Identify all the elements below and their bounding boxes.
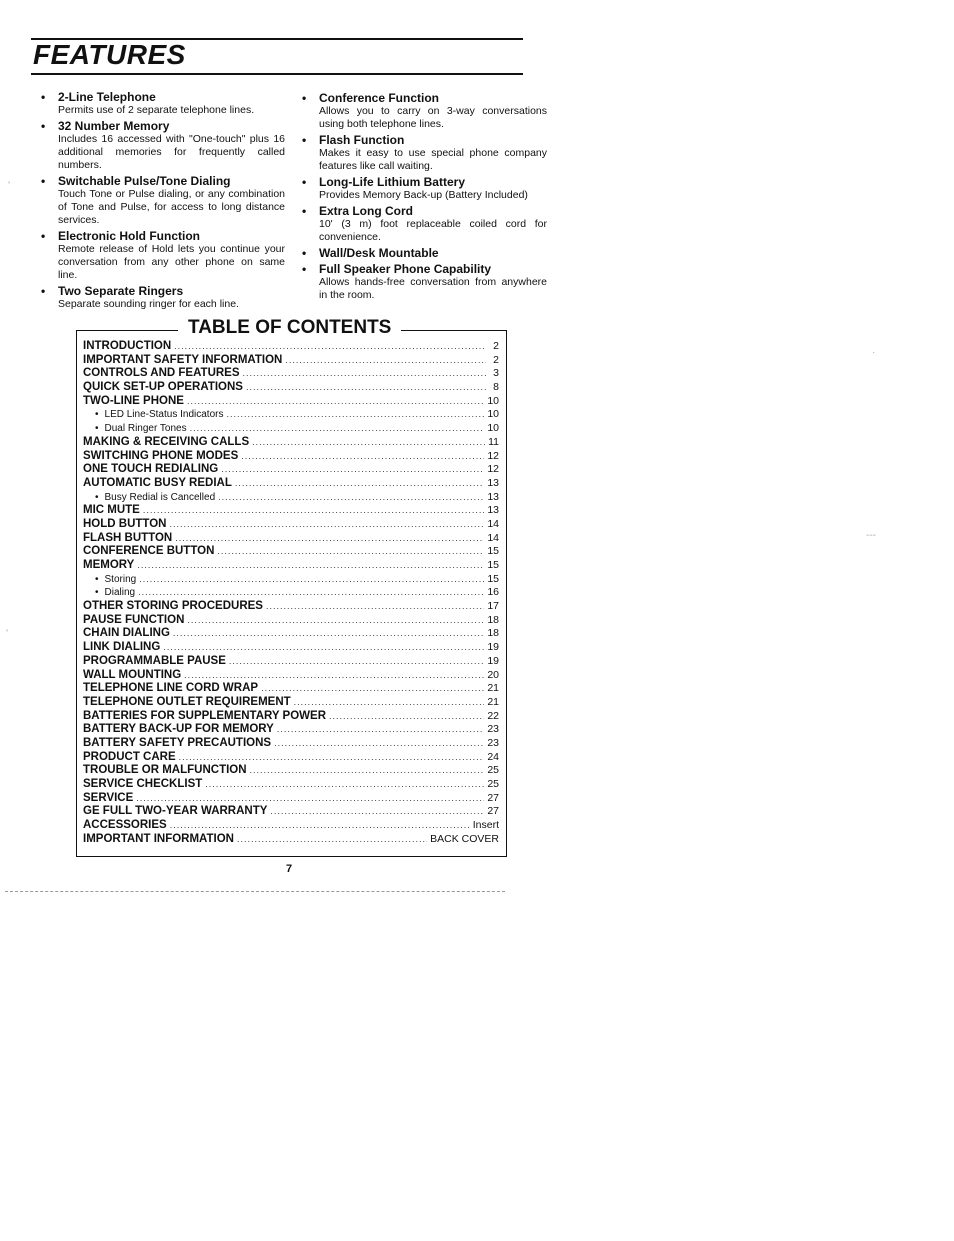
feature-name: Flash Function bbox=[319, 133, 405, 147]
toc-dot-leader bbox=[266, 600, 484, 614]
feature-item bbox=[38, 90, 285, 117]
toc-entry bbox=[83, 805, 499, 819]
toc-page-number: Insert bbox=[472, 819, 499, 832]
toc-dot-leader bbox=[237, 833, 427, 847]
toc-dot-leader bbox=[136, 792, 484, 806]
feature-item bbox=[38, 229, 285, 282]
toc-page-number: 14 bbox=[487, 531, 499, 544]
toc-page-number: 20 bbox=[487, 668, 499, 681]
toc-page-number: 27 bbox=[487, 791, 499, 804]
toc-title: TABLE OF CONTENTS bbox=[178, 316, 401, 340]
toc-dot-leader bbox=[187, 395, 484, 409]
toc-entry bbox=[83, 669, 499, 683]
feature-description: Makes it easy to use special phone company features like call waiting. bbox=[319, 147, 547, 172]
toc-entry bbox=[83, 477, 499, 491]
toc-entry-label: Dialing bbox=[104, 587, 136, 599]
toc-subentry bbox=[83, 586, 499, 600]
toc-page-number: 3 bbox=[493, 367, 499, 380]
toc-entry-label: INTRODUCTION bbox=[83, 340, 172, 352]
feature-name: 32 Number Memory bbox=[58, 119, 170, 133]
feature-description: Allows you to carry on 3-way conversations using both telephone lines. bbox=[319, 105, 547, 130]
bullet-icon: • bbox=[41, 90, 46, 104]
toc-dot-leader bbox=[226, 408, 484, 422]
bullet-icon: • bbox=[95, 409, 99, 421]
toc-entry bbox=[83, 764, 499, 778]
toc-page-number: 13 bbox=[487, 490, 499, 503]
feature-description: Separate sounding ringer for each line. bbox=[58, 298, 239, 310]
toc-entry-label: CHAIN DIALING bbox=[83, 627, 170, 640]
toc-page-number: 17 bbox=[487, 600, 499, 613]
toc-entry bbox=[83, 600, 499, 614]
toc-entry-label: LED Line-Status Indicators bbox=[104, 409, 224, 421]
toc-entry-label: TELEPHONE LINE CORD WRAP bbox=[83, 682, 259, 695]
feature-item bbox=[38, 119, 285, 172]
toc-entry-label: CONFERENCE BUTTON bbox=[83, 545, 215, 558]
toc-entry bbox=[83, 833, 499, 847]
feature-description: Remote release of Hold lets you continue your conversation from any other phone on same line. bbox=[58, 243, 285, 281]
feature-description: Allows hands-free conversation from anywhere in the room. bbox=[319, 276, 547, 301]
toc-page-number: 19 bbox=[487, 654, 499, 667]
toc-entry bbox=[83, 395, 499, 409]
feature-item bbox=[299, 175, 547, 202]
toc-entry-label: PAUSE FUNCTION bbox=[83, 613, 185, 626]
toc-page-number: 14 bbox=[487, 517, 499, 530]
toc-page-number: 25 bbox=[487, 778, 499, 790]
toc-page-number: 10 bbox=[487, 394, 499, 407]
toc-entry bbox=[83, 792, 499, 806]
feature-item bbox=[299, 246, 547, 260]
toc-page-number: 15 bbox=[487, 559, 499, 571]
bullet-icon: • bbox=[95, 573, 99, 585]
toc-page-number: 21 bbox=[487, 682, 499, 695]
page-number: 7 bbox=[286, 863, 293, 875]
toc-entry-label: WALL MOUNTING bbox=[83, 668, 182, 681]
feature-description: Provides Memory Back-up (Battery Included) bbox=[319, 189, 528, 201]
toc-entry bbox=[83, 778, 499, 792]
toc-page-number: 25 bbox=[487, 764, 499, 777]
toc-entry-label: PROGRAMMABLE PAUSE bbox=[83, 654, 226, 667]
bullet-icon: • bbox=[302, 133, 307, 147]
toc-entry bbox=[83, 367, 499, 381]
toc-entry-label: CONTROLS AND FEATURES bbox=[83, 367, 240, 380]
feature-item bbox=[299, 133, 547, 173]
toc-entry-label: BATTERIES FOR SUPPLEMENTARY POWER bbox=[83, 709, 327, 722]
toc-entry-label: MIC MUTE bbox=[83, 504, 140, 517]
page-title: FEATURES bbox=[33, 39, 186, 70]
toc-dot-leader bbox=[250, 764, 485, 778]
toc-entry-label: TELEPHONE OUTLET REQUIREMENT bbox=[83, 695, 291, 708]
toc-page-number: 16 bbox=[487, 586, 499, 599]
toc-dot-leader bbox=[252, 436, 485, 450]
toc-subentry bbox=[83, 573, 499, 587]
toc-entry-label: IMPORTANT SAFETY INFORMATION bbox=[83, 353, 283, 366]
toc-entry bbox=[83, 532, 499, 546]
toc-dot-leader bbox=[205, 778, 484, 792]
toc-entry bbox=[83, 545, 499, 559]
toc-dot-leader bbox=[246, 381, 486, 395]
toc-entry bbox=[83, 354, 499, 368]
toc-subentry bbox=[83, 422, 499, 436]
toc-entry bbox=[83, 655, 499, 669]
bullet-icon: • bbox=[302, 175, 307, 189]
toc-entry-label: QUICK SET-UP OPERATIONS bbox=[83, 381, 243, 394]
toc-page-number: 15 bbox=[487, 572, 499, 585]
toc-entry bbox=[83, 627, 499, 641]
toc-dot-leader bbox=[143, 504, 484, 518]
toc-page-number: 2 bbox=[493, 340, 499, 352]
toc-page-number: 24 bbox=[487, 750, 499, 763]
feature-name: Extra Long Cord bbox=[319, 204, 414, 218]
toc-entry bbox=[83, 751, 499, 765]
bullet-icon: • bbox=[95, 587, 99, 599]
toc-dot-leader bbox=[285, 354, 486, 368]
toc-entry bbox=[83, 504, 499, 518]
toc-page-number: BACK COVER bbox=[430, 832, 499, 845]
toc-dot-leader bbox=[235, 477, 484, 491]
toc-list bbox=[83, 340, 499, 846]
toc-dot-leader bbox=[243, 367, 486, 381]
toc-entry bbox=[83, 450, 499, 464]
toc-page-number: 23 bbox=[487, 736, 499, 749]
toc-subentry bbox=[83, 408, 499, 422]
feature-description: Touch Tone or Pulse dialing, or any combination of Tone and Pulse, for access to long distance services. bbox=[58, 188, 285, 226]
toc-page-number: 15 bbox=[487, 545, 499, 558]
toc-dot-leader bbox=[137, 559, 484, 573]
toc-entry-label: MAKING & RECEIVING CALLS bbox=[83, 435, 250, 448]
toc-dot-leader bbox=[170, 819, 470, 833]
features-left-column bbox=[38, 90, 285, 313]
scan-artifact-mark: · bbox=[872, 347, 876, 358]
toc-dot-leader bbox=[138, 586, 484, 600]
toc-dot-leader bbox=[218, 491, 484, 505]
toc-entry bbox=[83, 723, 499, 737]
toc-page-number: 18 bbox=[487, 627, 499, 640]
bullet-icon: • bbox=[302, 91, 307, 105]
toc-entry-label: BATTERY BACK-UP FOR MEMORY bbox=[83, 723, 274, 736]
toc-entry bbox=[83, 436, 499, 450]
toc-entry bbox=[83, 696, 499, 710]
feature-description: Permits use of 2 separate telephone lines. bbox=[58, 104, 255, 116]
bullet-icon: • bbox=[95, 491, 99, 503]
toc-dot-leader bbox=[173, 627, 484, 641]
toc-entry bbox=[83, 463, 499, 477]
toc-page-number: 11 bbox=[488, 435, 499, 448]
feature-description: Includes 16 accessed with "One-touch" plus 16 additional memories for frequently called numbers. bbox=[58, 133, 285, 171]
toc-entry bbox=[83, 682, 499, 696]
toc-entry-label: IMPORTANT INFORMATION bbox=[83, 832, 234, 845]
toc-entry-label: Dual Ringer Tones bbox=[104, 423, 187, 435]
toc-entry-label: HOLD BUTTON bbox=[83, 517, 167, 530]
toc-page-number: 18 bbox=[487, 613, 499, 626]
header-bottom-rule bbox=[31, 73, 523, 75]
feature-name: Switchable Pulse/Tone Dialing bbox=[58, 174, 231, 188]
toc-dot-leader bbox=[241, 450, 484, 464]
toc-page-number: 8 bbox=[493, 381, 499, 394]
toc-page-number: 13 bbox=[487, 504, 499, 517]
toc-entry-label: PRODUCT CARE bbox=[83, 750, 176, 763]
toc-page-number: 21 bbox=[487, 695, 499, 708]
toc-entry bbox=[83, 559, 499, 573]
toc-page-number: 23 bbox=[487, 723, 499, 736]
toc-dot-leader bbox=[163, 641, 484, 655]
bullet-icon: • bbox=[302, 246, 307, 260]
toc-dot-leader bbox=[274, 737, 484, 751]
toc-dot-leader bbox=[277, 723, 484, 737]
toc-dot-leader bbox=[174, 340, 486, 354]
feature-description: 10' (3 m) foot replaceable coiled cord for convenience. bbox=[319, 218, 547, 243]
toc-dot-leader bbox=[179, 751, 485, 765]
toc-entry bbox=[83, 381, 499, 395]
feature-name: Conference Function bbox=[319, 91, 440, 105]
toc-dot-leader bbox=[187, 614, 484, 628]
toc-dot-leader bbox=[221, 463, 484, 477]
toc-entry-label: Busy Redial is Cancelled bbox=[104, 491, 216, 503]
feature-name: Two Separate Ringers bbox=[58, 284, 184, 298]
bullet-icon: • bbox=[302, 204, 307, 218]
toc-page-number: 19 bbox=[487, 641, 499, 654]
feature-item bbox=[38, 174, 285, 227]
toc-dot-leader bbox=[229, 655, 484, 669]
toc-entry-label: BATTERY SAFETY PRECAUTIONS bbox=[83, 736, 272, 749]
toc-page-number: 13 bbox=[487, 476, 499, 489]
toc-entry-label: Storing bbox=[104, 573, 137, 585]
toc-entry-label: LINK DIALING bbox=[83, 641, 161, 654]
toc-entry bbox=[83, 710, 499, 724]
feature-name: Long-Life Lithium Battery bbox=[319, 175, 465, 189]
bullet-icon: • bbox=[302, 262, 307, 276]
feature-name: Full Speaker Phone Capability bbox=[319, 262, 492, 276]
toc-page-number: 22 bbox=[487, 709, 499, 722]
toc-dot-leader bbox=[139, 573, 484, 587]
features-right-column bbox=[299, 91, 547, 304]
toc-dot-leader bbox=[270, 805, 484, 819]
toc-entry bbox=[83, 340, 499, 354]
toc-entry bbox=[83, 737, 499, 751]
scan-artifact-mark: ‘ bbox=[8, 180, 11, 191]
toc-entry-label: OTHER STORING PROCEDURES bbox=[83, 600, 263, 613]
toc-dot-leader bbox=[169, 518, 484, 532]
scan-artifact-line bbox=[5, 891, 505, 892]
feature-item bbox=[299, 262, 547, 302]
toc-page-number: 10 bbox=[487, 408, 499, 421]
feature-name: 2-Line Telephone bbox=[58, 90, 156, 104]
toc-dot-leader bbox=[175, 532, 484, 546]
feature-item bbox=[38, 284, 285, 311]
bullet-icon: • bbox=[41, 119, 46, 133]
feature-name: Wall/Desk Mountable bbox=[319, 246, 439, 260]
toc-entry-label: ACCESSORIES bbox=[83, 819, 167, 832]
toc-subentry bbox=[83, 491, 499, 505]
toc-page-number: 10 bbox=[487, 422, 499, 435]
bullet-icon: • bbox=[95, 423, 99, 435]
toc-page-number: 2 bbox=[493, 353, 499, 366]
toc-entry bbox=[83, 518, 499, 532]
feature-item bbox=[299, 204, 547, 244]
toc-dot-leader bbox=[329, 710, 484, 724]
toc-entry-label: ONE TOUCH REDIALING bbox=[83, 463, 219, 476]
toc-entry-label: SWITCHING PHONE MODES bbox=[83, 449, 239, 462]
toc-entry bbox=[83, 614, 499, 628]
toc-entry-label: SERVICE bbox=[83, 791, 134, 804]
toc-page-number: 12 bbox=[487, 463, 499, 476]
toc-entry-label: TWO-LINE PHONE bbox=[83, 394, 184, 407]
toc-entry-label: GE FULL TWO-YEAR WARRANTY bbox=[83, 805, 268, 818]
toc-entry-label: MEMORY bbox=[83, 559, 135, 571]
toc-entry bbox=[83, 641, 499, 655]
scan-artifact-mark: ‘ bbox=[6, 628, 9, 639]
toc-entry-label: FLASH BUTTON bbox=[83, 531, 173, 544]
toc-page-number: 12 bbox=[487, 449, 499, 462]
toc-dot-leader bbox=[261, 682, 484, 696]
feature-name: Electronic Hold Function bbox=[58, 229, 201, 243]
feature-item bbox=[299, 91, 547, 131]
toc-dot-leader bbox=[217, 545, 484, 559]
scan-artifact-mark: --- bbox=[866, 530, 876, 541]
toc-page-number: 27 bbox=[487, 805, 499, 818]
toc-entry-label: TROUBLE OR MALFUNCTION bbox=[83, 764, 247, 777]
bullet-icon: • bbox=[41, 229, 46, 243]
bullet-icon: • bbox=[41, 174, 46, 188]
toc-dot-leader bbox=[190, 422, 485, 436]
toc-dot-leader bbox=[184, 669, 484, 683]
bullet-icon: • bbox=[41, 284, 46, 298]
toc-dot-leader bbox=[294, 696, 485, 710]
toc-entry bbox=[83, 819, 499, 833]
toc-entry-label: AUTOMATIC BUSY REDIAL bbox=[83, 476, 232, 489]
toc-entry-label: SERVICE CHECKLIST bbox=[83, 778, 203, 790]
